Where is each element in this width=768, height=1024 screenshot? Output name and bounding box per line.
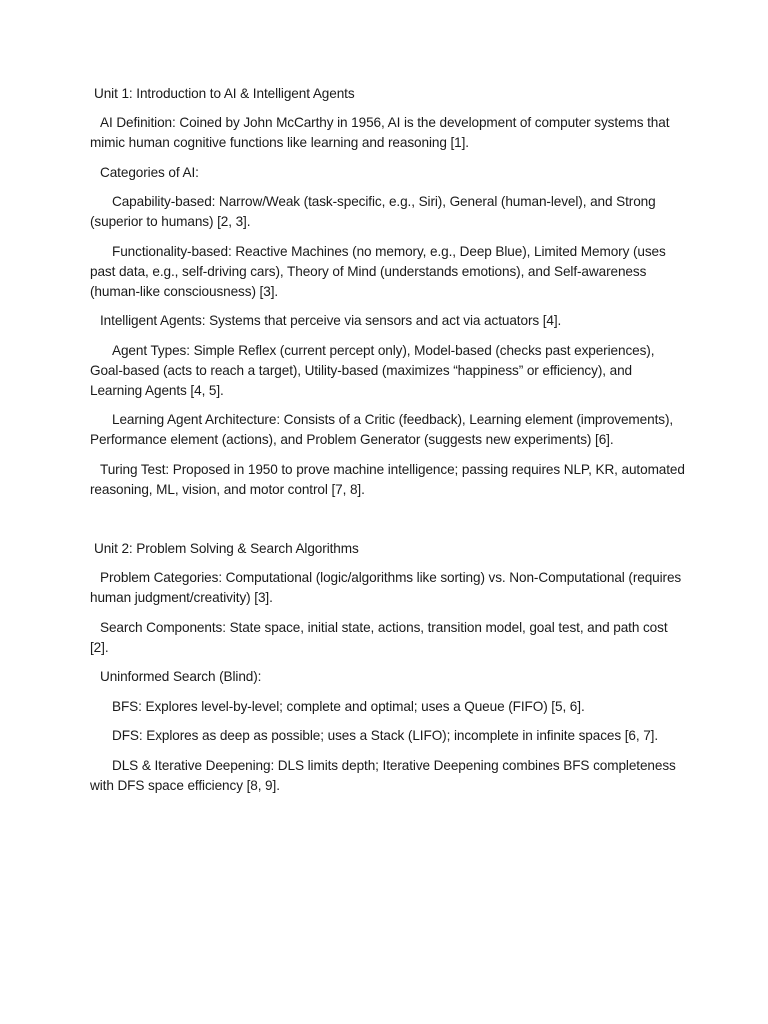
agent-types-paragraph: Agent Types: Simple Reflex (current percept only), Model-based (checks past experiences), Goal-based (acts to reach a target), Utility-based (maximizes “happiness” or efficiency), and Learning Agents [4, 5]. xyxy=(90,342,655,398)
categories-of-ai-paragraph: Categories of AI: xyxy=(100,164,199,180)
document-body xyxy=(90,84,685,805)
intelligent-agents-paragraph: Intelligent Agents: Systems that perceive via sensors and act via actuators [4]. xyxy=(100,313,562,328)
problem-categories-paragraph: Problem Categories: Computational (logic/algorithms like sorting) vs. Non-Computational (requires human judgment/creativity) [3]. xyxy=(90,570,682,605)
capability-based-paragraph: Capability-based: Narrow/Weak (task-specific, e.g., Siri), General (human-level), and Strong (superior to humans) [2, 3]. xyxy=(90,194,656,229)
uninformed-search-paragraph: Uninformed Search (Blind): xyxy=(100,669,262,684)
turing-test-paragraph: Turing Test: Proposed in 1950 to prove machine intelligence; passing requires NLP, KR, automated reasoning, ML, vision, and motor control [7, 8]. xyxy=(90,461,685,497)
functionality-based-paragraph: Functionality-based: Reactive Machines (no memory, e.g., Deep Blue), Limited Memory (uses past data, e.g., self-driving cars), Theory of Mind (understands emotions), and Self-awareness (human-like consciousness) [3]. xyxy=(90,243,666,299)
unit2-heading: Unit 2: Problem Solving & Search Algorithms xyxy=(94,541,359,556)
dls-iterative-deepening-paragraph: DLS & Iterative Deepening: DLS limits depth; Iterative Deepening combines BFS completeness with DFS space efficiency [8, 9]. xyxy=(90,757,676,793)
unit1-heading: Unit 1: Introduction to AI & Intelligent Agents xyxy=(94,86,355,101)
section-spacer xyxy=(90,509,685,539)
ai-definition-paragraph: AI Definition: Coined by John McCarthy in 1956, AI is the development of computer systems that mimic human cognitive functions like learning and reasoning [1]. xyxy=(90,115,670,150)
bfs-paragraph: BFS: Explores level-by-level; complete and optimal; uses a Queue (FIFO) [5, 6]. xyxy=(112,698,585,714)
dfs-paragraph: DFS: Explores as deep as possible; uses a Stack (LIFO); incomplete in infinite spaces [6, 7]. xyxy=(112,728,659,743)
learning-agent-architecture-paragraph: Learning Agent Architecture: Consists of a Critic (feedback), Learning element (improvements), Performance element (actions), and Problem Generator (suggests new experiments) [6]. xyxy=(90,412,674,447)
search-components-paragraph: Search Components: State space, initial state, actions, transition model, goal test, and path cost [2]. xyxy=(90,619,668,655)
